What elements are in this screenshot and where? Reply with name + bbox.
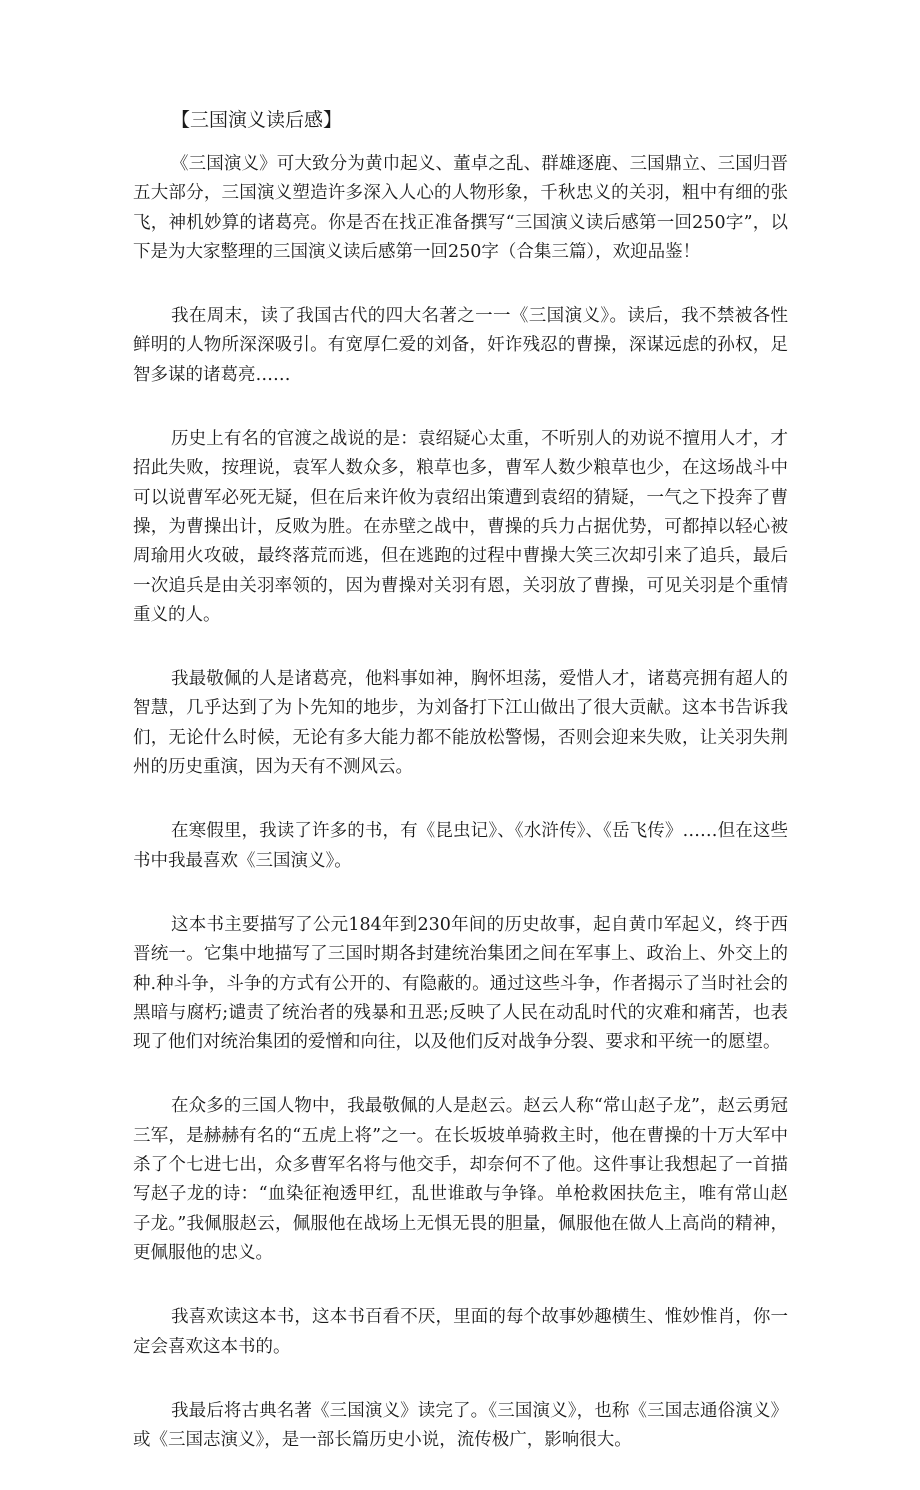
paragraph-recommendation: 我喜欢读这本书，这本书百看不厌，里面的每个故事妙趣横生、惟妙惟肖，你一定会喜欢这本书的。 — [133, 1307, 788, 1357]
paragraph-winter-break: 在寒假里，我读了许多的书，有《昆虫记》、《水浒传》、《岳飞传》……但在这些书中我最喜欢《三国演义》。 — [133, 821, 788, 871]
paragraph-finished-reading: 我最后将古典名著《三国演义》读完了。《三国演义》，也称《三国志通俗演义》或《三国志演义》，是一部长篇历史小说，流传极广，影响很大。 — [133, 1400, 788, 1451]
paragraph-weekend-reading: 我在周末，读了我国古代的四大名著之一一《三国演义》。读后，我不禁被各性鲜明的人物所深深吸引。有宽厚仁爱的刘备，奸诈残忍的曹操，深谋远虑的孙权，足智多谋的诸葛亮…… — [133, 306, 788, 385]
paragraph-zhuge-liang: 我最敬佩的人是诸葛亮，他料事如神，胸怀坦荡，爱惜人才，诸葛亮拥有超人的智慧，几乎达到了为卜先知的地步，为刘备打下江山做出了很大贡献。这本书告诉我们，无论什么时候，无论有多大能力都不能放松警惕，否则会迎来失败，让关羽失荆州的历史重演，因为天有不测风云。 — [133, 669, 788, 778]
document-body — [133, 150, 788, 1490]
paragraph-zhao-yun: 在众多的三国人物中，我最敬佩的人是赵云。赵云人称“常山赵子龙”，赵云勇冠三军，是赫赫有名的“五虎上将”之一。在长坂坡单骑救主时，他在曹操的十万大军中杀了个七进七出，众多曹军名将与他交手，却奈何不了他。这件事让我想起了一首描写赵子龙的诗：“血染征袍透甲红，乱世谁敢与争锋。单枪救困扶危主，唯有常山赵子龙。”我佩服赵云，佩服他在战场上无惧无畏的胆量，佩服他在做人上高尚的精神，更佩服他的忠义。 — [133, 1096, 788, 1263]
paragraph-book-summary: 这本书主要描写了公元184年到230年间的历史故事，起自黄巾军起义，终于西晋统一。它集中地描写了三国时期各封建统治集团之间在军事上、政治上、外交上的种.种斗争，斗争的方式有公开的、有隐蔽的。通过这些斗争，作者揭示了当时社会的黑暗与腐朽;谴责了统治者的残暴和丑恶;反映了人民在动乱时代的灾难和痛苦，也表现了他们对统治集团的爱憎和向往，以及他们反对战争分裂、要求和平统一的愿望。 — [133, 914, 788, 1053]
paragraph-battles: 历史上有名的官渡之战说的是：袁绍疑心太重，不听别人的劝说不擅用人才，才招此失败，按理说，袁军人数众多，粮草也多，曹军人数少粮草也少，在这场战斗中可以说曹军必死无疑，但在后来许攸为袁绍出策遭到袁绍的猜疑，一气之下投奔了曹操，为曹操出计，反败为胜。在赤壁之战中，曹操的兵力占据优势，可都掉以轻心被周瑜用火攻破，最终落荒而逃，但在逃跑的过程中曹操大笑三次却引来了追兵，最后一次追兵是由关羽率领的，因为曹操对关羽有恩，关羽放了曹操，可见关羽是个重情重义的人。 — [133, 429, 788, 625]
document-title: 【三国演义读后感】 — [171, 109, 343, 131]
paragraph-intro: 《三国演义》可大致分为黄巾起义、董卓之乱、群雄逐鹿、三国鼎立、三国归晋五大部分，三国演义塑造许多深入人心的人物形象，千秋忠义的关羽，粗中有细的张飞，神机妙算的诸葛亮。你是否在找正准备撰写“三国演义读后感第一回250字”，以下是为大家整理的三国演义读后感第一回250字（合集三篇），欢迎品鉴！ — [133, 154, 788, 262]
